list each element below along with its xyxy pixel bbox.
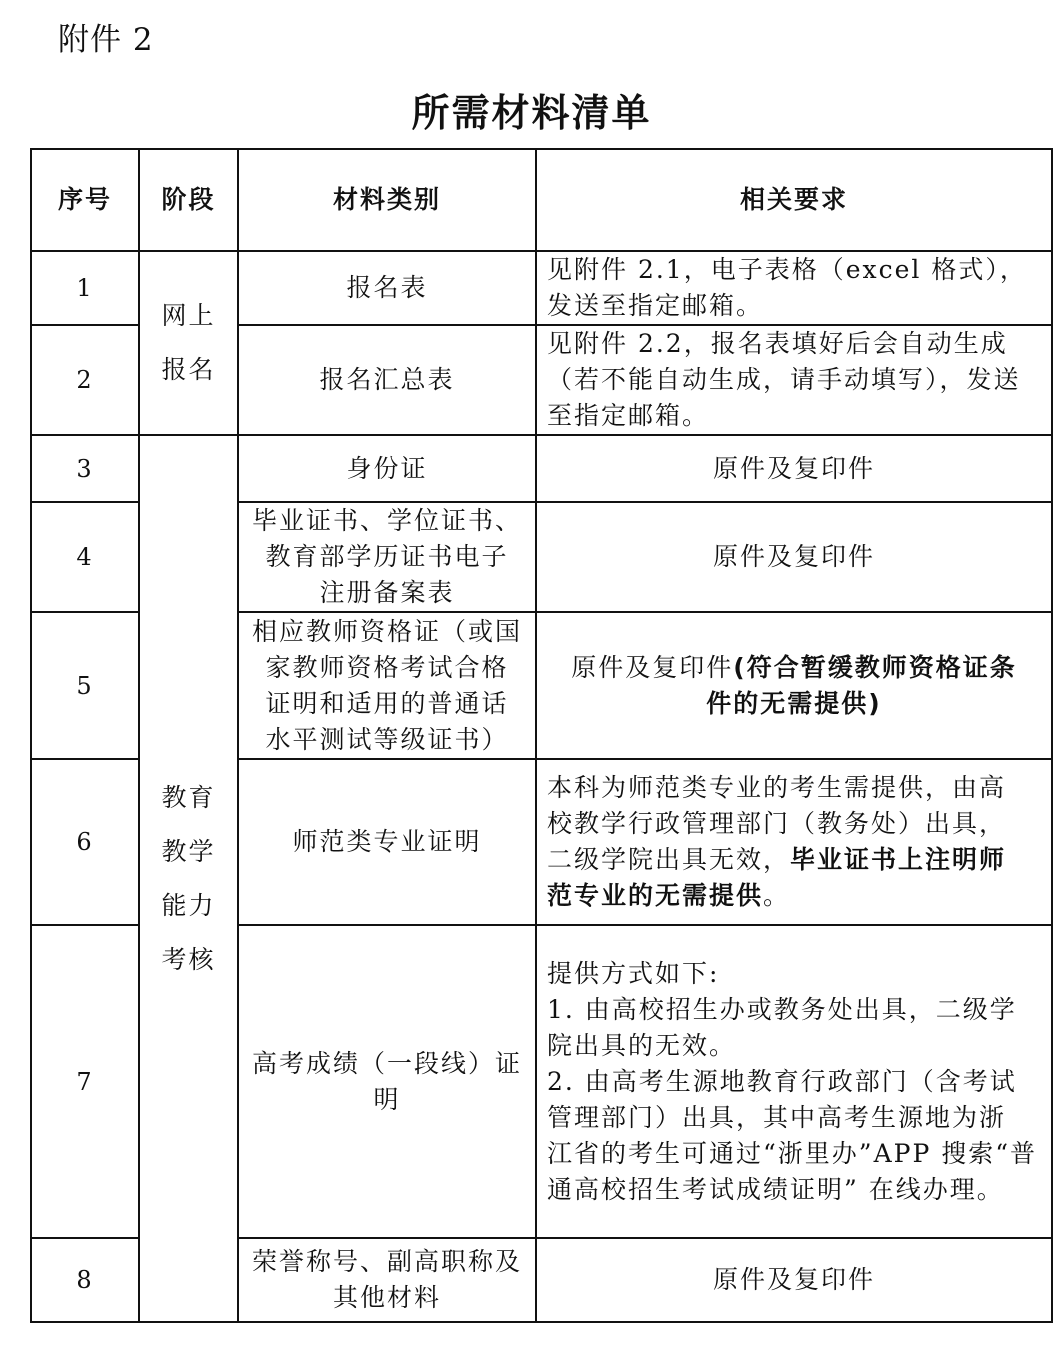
seq-cell: 1 [31,251,139,325]
seq-cell: 5 [31,612,139,759]
category-line: 师范类专业证明 [292,827,482,856]
header-category: 材料类别 [238,149,536,251]
category-cell [238,1238,536,1322]
requirement-bold-text: 件的无需提供) [706,688,882,718]
category-line: 高考成绩（一段线）证 [251,1048,522,1078]
table-row [31,251,1052,325]
requirement-bold-text: 毕业证书上注明师 [790,845,1007,874]
category-line: 相应教师资格证（或国 [251,616,522,646]
category-line: 荣誉称号、副高职称及 [251,1247,522,1276]
category-line: 教育部学历证书电子 [265,542,509,571]
seq-cell: 6 [31,759,139,925]
category-line: 水平测试等级证书） [265,724,509,754]
category-cell [238,435,536,502]
requirement-cell [536,759,1052,925]
requirement-cell: 原件及复印件 [536,502,1052,612]
category-line: 毕业证书、学位证书、 [251,506,522,535]
stage-teaching [139,435,238,1322]
requirement-line: （若不能自动生成，请手动填写），发送 [547,365,1021,394]
requirement-line: 2. 由高考生源地教育行政部门（含考试 [547,1066,1017,1096]
requirement-line: 江省的考生可通过“浙里办”APP 搜索“普 [547,1138,1037,1168]
category-line: 明 [373,1084,401,1114]
seq-cell: 4 [31,502,139,612]
requirement-cell: 原件及复印件 [536,1238,1052,1322]
requirement-line: 至指定邮箱。 [547,401,710,430]
stage-text: 网上 [161,301,216,330]
page-title: 所需材料清单 [411,91,652,135]
stage-text: 能力 [161,890,216,920]
requirement-normal-text: 二级学院出具无效， [547,845,791,874]
category-line: 注册备案表 [319,578,455,607]
requirement-line: 发送至指定邮箱。 [547,291,764,320]
category-line: 其他材料 [332,1283,441,1312]
category-cell [238,925,536,1238]
header-requirement: 相关要求 [536,149,1052,251]
seq-cell: 8 [31,1238,139,1322]
category-cell [238,759,536,925]
category-cell [238,612,536,759]
header-seq: 序号 [31,149,139,251]
category-cell [238,502,536,612]
requirement-line [547,686,1041,722]
requirement-line [547,842,1041,878]
category-line: 证明和适用的普通话 [265,688,509,718]
category-line: 报名表 [346,273,428,302]
category-cell [238,251,536,325]
seq-cell: 2 [31,325,139,435]
category-line: 报名汇总表 [319,365,455,394]
header-stage: 阶段 [139,149,238,251]
stage-online [139,251,238,435]
requirement-line: 通高校招生考试成绩证明” 在线办理。 [547,1174,1004,1204]
requirement-bold-text: 范专业的无需提供 [547,881,764,910]
stage-text: 教育 [161,782,216,812]
stage-text: 教学 [161,836,216,866]
requirement-normal-text: 原件及复印件 [571,652,734,682]
requirement-line: 提供方式如下: [547,958,720,988]
requirement-cell [536,325,1052,435]
requirement-normal-text: 。 [763,881,791,910]
requirement-line [547,650,1041,686]
seq-cell: 3 [31,435,139,502]
requirement-line [547,878,1041,914]
requirement-cell: 原件及复印件 [536,435,1052,502]
category-line: 家教师资格考试合格 [265,652,509,682]
attachment-label: 附件 2 [58,22,154,58]
category-line: 身份证 [346,453,428,483]
requirement-line: 管理部门）出具，其中高考生源地为浙 [547,1102,1007,1132]
materials-table [30,148,1053,1323]
requirement-line: 校教学行政管理部门（教务处）出具， [547,809,1007,838]
stage-text: 考核 [161,944,216,974]
requirement-line: 院出具的无效。 [547,1030,737,1060]
requirement-cell [536,925,1052,1238]
table-header-row [31,149,1052,251]
requirement-line: 1. 由高校招生办或教务处出具，二级学 [547,994,1017,1024]
requirement-cell [536,251,1052,325]
requirement-bold-text: (符合暂缓教师资格证条 [733,652,1017,682]
table-row [31,435,1052,502]
category-cell [238,325,536,435]
requirement-line: 见附件 2.2，报名表填好后会自动生成 [547,329,1008,358]
seq-cell: 7 [31,925,139,1238]
requirement-line: 本科为师范类专业的考生需提供，由高 [547,773,1007,802]
requirement-cell [536,612,1052,759]
stage-text: 报名 [161,355,216,384]
requirement-line: 见附件 2.1，电子表格（excel 格式）， [547,255,1027,284]
